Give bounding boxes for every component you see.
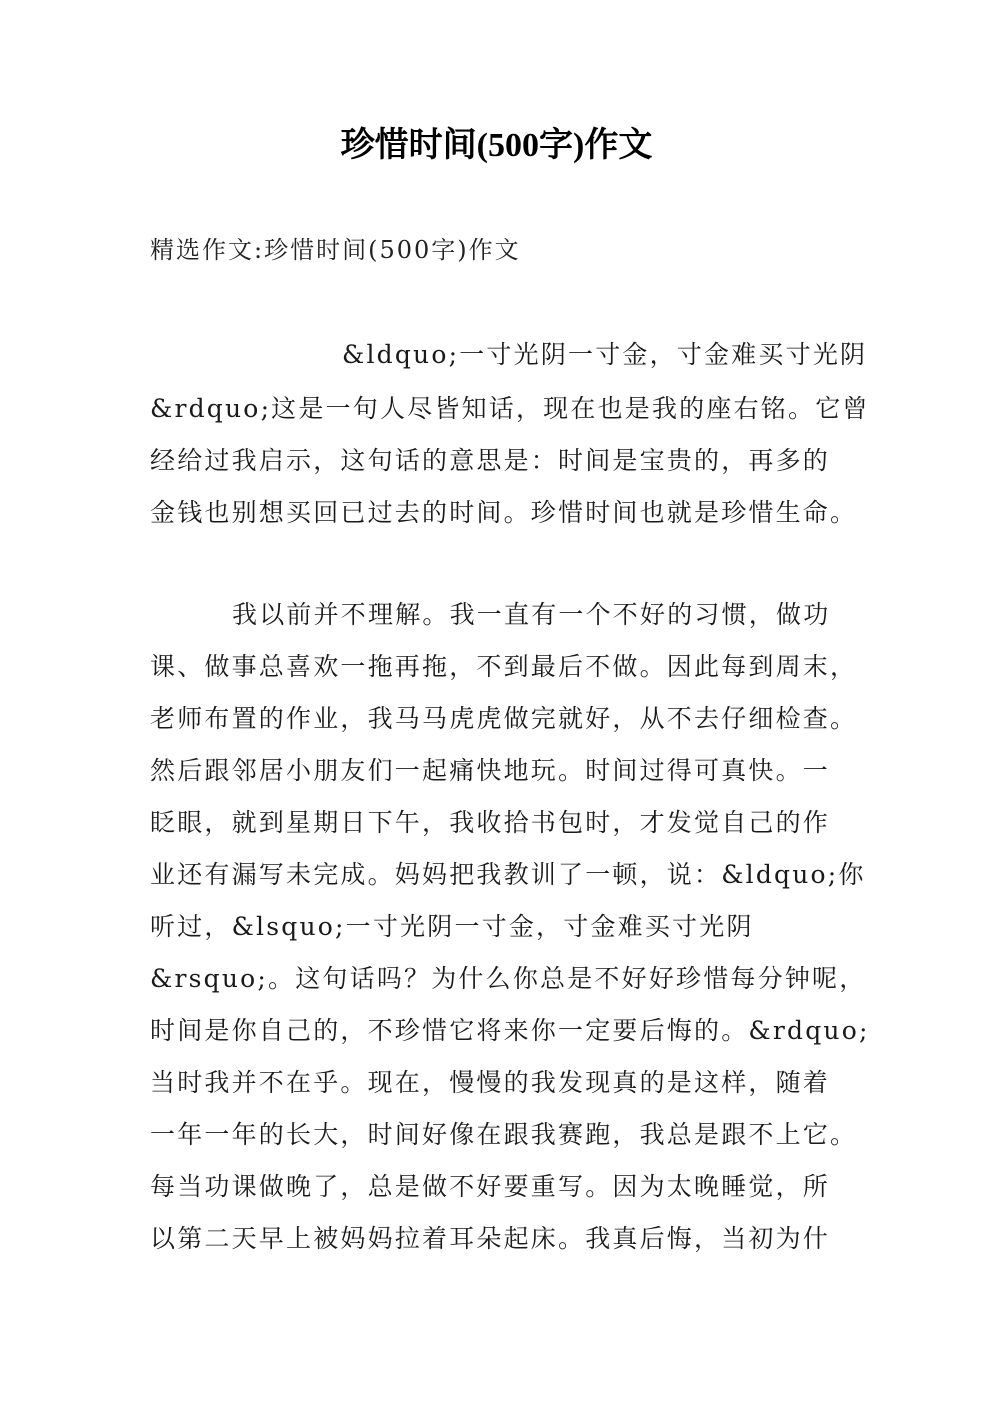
paragraph-line: 老师布置的作业，我马马虎虎做完就好，从不去仔细检查。 xyxy=(150,704,858,733)
paragraph-line: 经给过我启示，这句话的意思是：时间是宝贵的，再多的 xyxy=(150,446,831,475)
paragraph-line: 金钱也别想买回已过去的时间。珍惜时间也就是珍惜生命。 xyxy=(150,498,858,527)
paragraph-line: 每当功课做晚了，总是做不好要重写。因为太晚睡觉，所 xyxy=(150,1172,831,1201)
paragraph-line: &rsquo;。这句话吗？为什么你总是不好好珍惜每分钟呢， xyxy=(150,964,867,993)
document-subtitle: 精选作文:珍惜时间(500字)作文 xyxy=(150,236,521,264)
paragraph-line: 一年一年的长大，时间好像在跟我赛跑，我总是跟不上它。 xyxy=(150,1120,858,1149)
paragraph-line: 然后跟邻居小朋友们一起痛快地玩。时间过得可真快。一 xyxy=(150,756,831,785)
paragraph-line: 时间是你自己的，不珍惜它将来你一定要后悔的。&rdquo; xyxy=(150,1016,870,1045)
paragraph-line: 我以前并不理解。我一直有一个不好的习惯，做功 xyxy=(232,600,831,629)
paragraph-line: 以第二天早上被妈妈拉着耳朵起床。我真后悔，当初为什 xyxy=(150,1224,831,1253)
paragraph-line: 当时我并不在乎。现在，慢慢的我发现真的是这样，随着 xyxy=(150,1068,831,1097)
paragraph-line: &ldquo;一寸光阴一寸金，寸金难买寸光阴 xyxy=(342,340,868,369)
paragraph-line: 课、做事总喜欢一拖再拖，不到最后不做。因此每到周末， xyxy=(150,652,858,681)
document-title: 珍惜时间(500字)作文 xyxy=(340,127,653,164)
paragraph-line: &rdquo;这是一句人尽皆知话，现在也是我的座右铭。它曾 xyxy=(150,394,870,423)
paragraph-line: 眨眼，就到星期日下午，我收拾书包时，才发觉自己的作 xyxy=(150,808,831,837)
paragraph-line: 业还有漏写未完成。妈妈把我教训了一顿，说：&ldquo;你 xyxy=(150,860,866,889)
paragraph-line: 听过，&lsquo;一寸光阴一寸金，寸金难买寸光阴 xyxy=(150,912,754,941)
